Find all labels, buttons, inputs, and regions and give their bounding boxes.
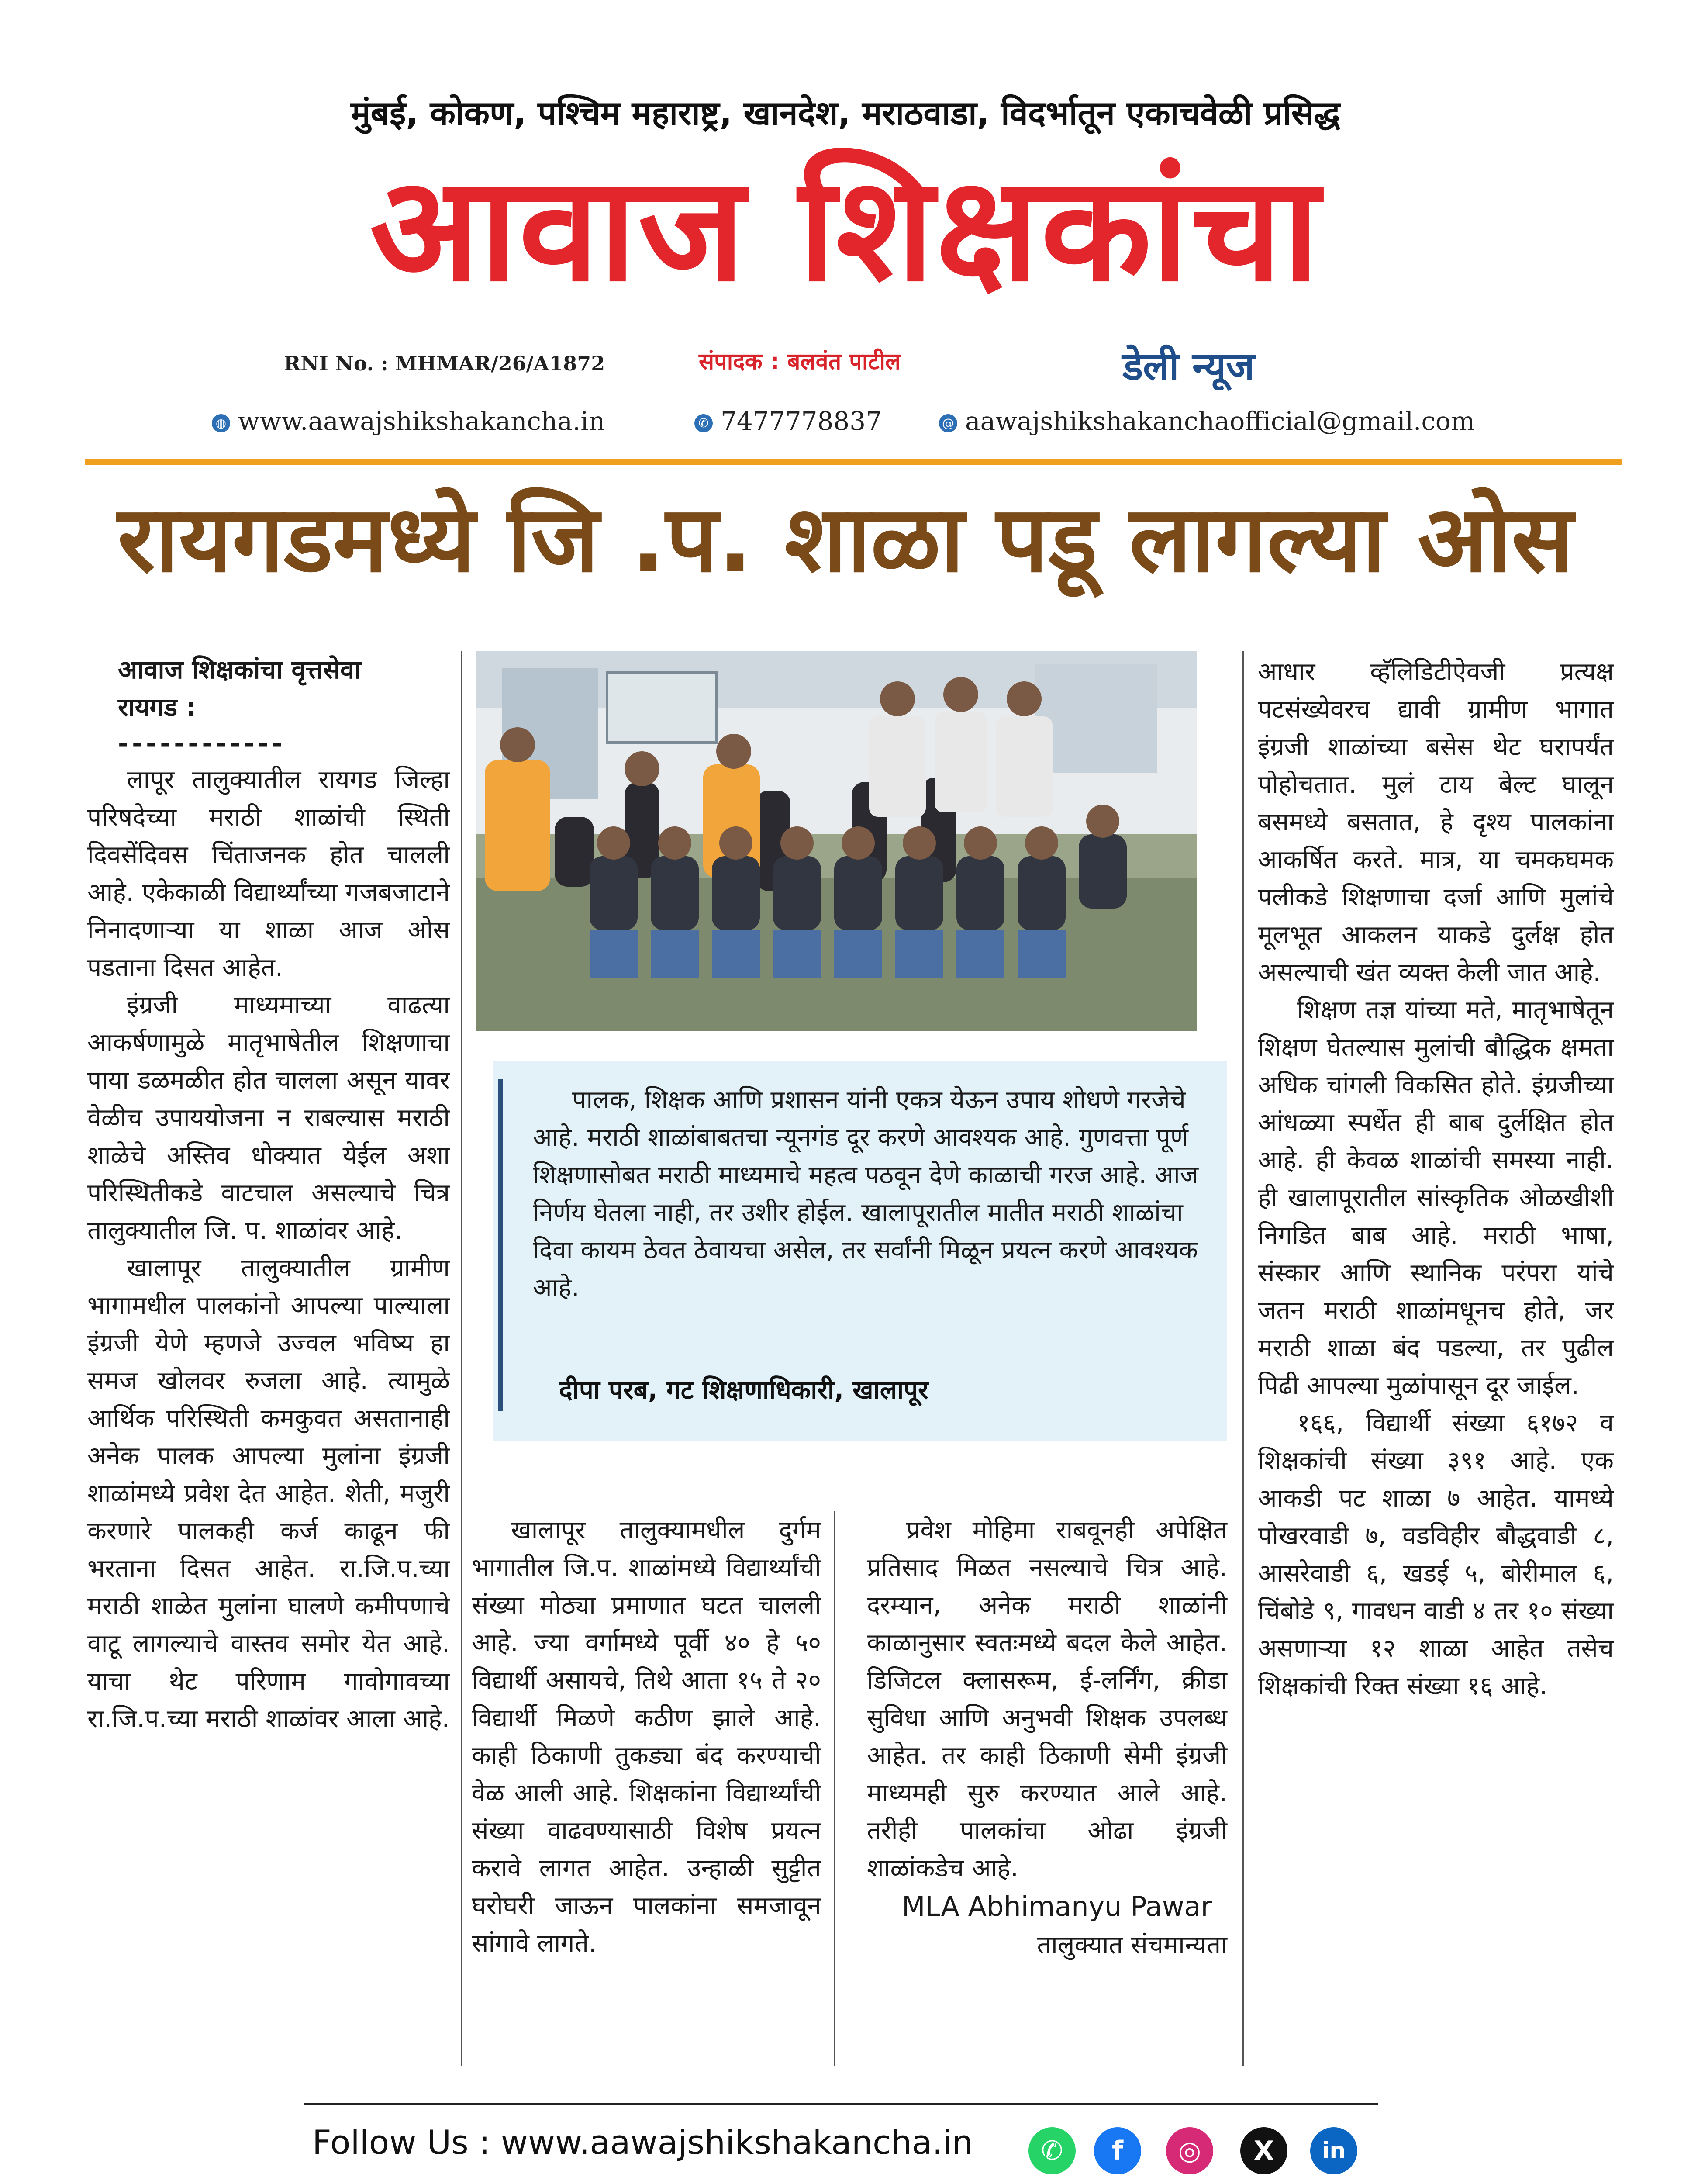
tagline: मुंबई, कोकण, पश्चिम महाराष्ट्र, खानदेश, मराठवाडा, विदर्भातून एकाचवेळी प्रसिद्ध bbox=[351, 93, 1340, 132]
paragraph: खालापूर तालुक्यामधील दुर्गम भागातील जि.प. शाळांमध्ये विद्यार्थ्यांची संख्या मोठ्या प्रमाणात घटत चालली आहे. ज्या वर्गामध्ये पूर्वी ४० हे ५० विद्यार्थी असायचे, तिथे आता १५ ते २० विद्यार्थी मिळणे कठीण झाले आहे. काही ठिकाणी तुकड्या बंद करण्याची वेळ आली आहे. शिक्षकांना विद्यार्थ्यांची संख्या वाढवण्यासाठी विशेष प्रयत्न करावे लागत आहेत. उन्हाळी सुट्टीत घरोघरी जाऊन पालकांना समजावून सांगावे लागते. bbox=[472, 1516, 821, 1958]
column-4 bbox=[1258, 653, 1614, 1705]
paragraph: शिक्षण तज्ञ यांच्या मते, मातृभाषेतून शिक्षण घेतल्यास मुलांची बौद्धिक क्षमता अधिक चांगली विकसित होते. इंग्रजीच्या आंधळ्या स्पर्धेत ही बाब दुर्लक्षित होत आहे. ही केवळ शाळांची समस्या नाही. ही खालापूरातील सांस्कृतिक ओळखीशी निगडित बाब आहे. मराठी भाषा, संस्कार आणि स्थानिक परंपरा यांचे जतन मराठी शाळांमधूनच होते, जर मराठी शाळा बंद पडल्या, तर पुढील पिढी आपल्या मुळांपासून दूर जाईल. bbox=[1258, 995, 1614, 1400]
article-photo bbox=[476, 651, 1197, 1031]
quote-signature: दीपा परब, गट शिक्षणाधिकारी, खालापूर bbox=[559, 1375, 928, 1405]
paragraph: लापूर तालुक्यातील रायगड जिल्हा परिषदेच्या मराठी शाळांची स्थिती दिवसेंदिवस चिंताजनक होत चालली आहे. एकेकाळी विद्यार्थ्यांच्या गजबजाटाने निनादणाऱ्या या शाळा आज ओस पडताना दिसत आहेत. bbox=[87, 765, 450, 982]
email-text: aawajshikshakanchaofficial@gmail.com bbox=[965, 406, 1475, 436]
editor-name: संपादक : बलवंत पाटील bbox=[699, 349, 901, 375]
email-contact[interactable] bbox=[939, 406, 1475, 436]
whatsapp-icon[interactable]: ✆ bbox=[1028, 2127, 1076, 2174]
article-headline: रायगडमध्ये जि .प. शाळा पडू लागल्या ओस bbox=[117, 486, 1574, 593]
phone-text: 7477778837 bbox=[721, 406, 882, 436]
phone-contact[interactable] bbox=[694, 406, 882, 436]
column-divider bbox=[461, 651, 462, 2066]
column-1 bbox=[87, 651, 450, 1738]
x-icon[interactable]: X bbox=[1240, 2127, 1287, 2174]
paragraph: प्रवेश मोहिमा राबवूनही अपेक्षित प्रतिसाद मिळत नसल्याचे चित्र आहे. दरम्यान, अनेक मराठी शाळांनी काळानुसार स्वतःमध्ये बदल केले आहेत. डिजिटल क्लासरूम, ई-लर्निंग, क्रीडा सुविधा आणि अनुभवी शिक्षक उपलब्ध आहेत. तर काही ठिकाणी सेमी इंग्रजी माध्यमही सुरु करण्यात आले आहे. तरीही पालकांचा ओढा इंग्रजी शाळांकडेच आहे. bbox=[867, 1516, 1227, 1883]
quote-text: पालक, शिक्षक आणि प्रशासन यांनी एकत्र येऊन उपाय शोधणे गरजेचे आहे. मराठी शाळांबाबतचा न्यूनगंड दूर करणे आवश्यक आहे. गुणवत्ता पूर्ण शिक्षणासोबत मराठी माध्यमाचे महत्व पठवून देणे काळाची गरज आहे. आज निर्णय घेतला नाही, तर उशीर होईल. खालापूरातील मातीत मराठी शाळांचा दिवा कायम ठेवत ठेवायचा असेल, तर सर्वांनी मिळून प्रयत्न करणे आवश्यक आहे. bbox=[533, 1085, 1199, 1302]
column-divider bbox=[1242, 651, 1244, 2066]
paragraph-continuation: तालुक्यात संचमान्यता bbox=[1037, 1931, 1227, 1959]
instagram-icon[interactable]: ◎ bbox=[1166, 2127, 1213, 2174]
byline-agency: आवाज शिक्षकांचा वृत्तसेवा bbox=[118, 655, 361, 684]
paragraph: १६६, विद्यार्थी संख्या ६१७२ व शिक्षकांची संख्या ३९१ आहे. एक आकडी पट शाळा ७ आहेत. यामध्ये पोखरवाडी ७, वडविहीर बौद्धवाडी ८, आसरेवाडी ६, खडई ५, बोरीमाल ६, चिंबोडे ९, गावधन वाडी ४ तर १० संख्या असणाऱ्या १२ शाळा आहेत तसेच शिक्षकांची रिक्त संख्या १६ आहे. bbox=[1258, 1409, 1614, 1700]
globe-icon: ◍ bbox=[212, 414, 230, 432]
footer-rule-top bbox=[304, 2103, 1378, 2105]
rni-number: RNI No. : MHMAR/26/A1872 bbox=[284, 352, 605, 375]
phone-icon: ✆ bbox=[694, 414, 713, 432]
edition-label: डेली न्यूज bbox=[1122, 344, 1255, 389]
column-2 bbox=[472, 1511, 821, 1962]
quote-accent-bar bbox=[498, 1079, 503, 1411]
email-icon: @ bbox=[939, 414, 957, 432]
website-contact[interactable] bbox=[212, 406, 605, 436]
column-divider bbox=[834, 1511, 835, 2066]
column-3 bbox=[867, 1511, 1227, 1964]
quote-text-block bbox=[533, 1081, 1214, 1306]
byline-rule: ------------ bbox=[118, 729, 286, 758]
paragraph: इंग्रजी माध्यमाच्या वाढत्या आकर्षणामुळे मातृभाषेतील शिक्षणाचा पाया डळमळीत होत चालला असून यावर वेळीच उपाययोजना न राबल्यास मराठी शाळेचे अस्तिव धोक्यात येईल अशा परिस्थितीकडे वाटचाल असल्याचे चित्र तालुक्यातील जि. प. शाळांवर आहे. bbox=[87, 991, 450, 1245]
facebook-icon[interactable]: f bbox=[1094, 2127, 1141, 2174]
header-divider bbox=[85, 459, 1622, 465]
byline-place: रायगड : bbox=[118, 692, 197, 722]
watermark-text: MLA Abhimanyu Pawar bbox=[902, 1890, 1212, 1922]
linkedin-icon[interactable]: in bbox=[1310, 2127, 1357, 2174]
group-photo-illustration bbox=[476, 651, 1197, 1031]
follow-us-link[interactable]: Follow Us : www.aawajshikshakancha.in bbox=[312, 2123, 973, 2162]
masthead-title: आवाज शिक्षकांचा bbox=[369, 145, 1322, 313]
paragraph: आधार व्हॅलिडिटीऐवजी प्रत्यक्ष पटसंख्येवरच द्यावी ग्रामीण भागात इंग्रजी शाळांच्या बसेस थेट घरापर्यंत पोहोचतात. मुलं टाय बेल्ट घालून बसमध्ये बसतात, हे दृश्य पालकांना आकर्षित करते. मात्र, या चमकघमक पलीकडे शिक्षणाचा दर्जा आणि मुलांचे मूलभूत आकलन याकडे दुर्लक्ष होत असल्याची खंत व्यक्त केली जात आहे. bbox=[1258, 657, 1614, 987]
website-text: www.aawajshikshakancha.in bbox=[238, 406, 605, 436]
paragraph: खालापूर तालुक्यातील ग्रामीण भागामधील पालकांनो आपल्या पाल्याला इंग्रजी येणे म्हणजे उज्वल भविष्य हा समज खोलवर रुजला आहे. त्यामुळे आर्थिक परिस्थिती कमकुवत असतानाही अनेक पालक आपल्या मुलांना इंग्रजी शाळांमध्ये प्रवेश देत आहेत. शेती, मजुरी करणारे पालकही कर्ज काढून फी भरताना दिसत आहेत. रा.जि.प.च्या मराठी शाळेत मुलांना घालणे कमीपणाचे वाटू लागल्याचे वास्तव समोर येत आहे. याचा थेट परिणाम गावोगावच्या रा.जि.प.च्या मराठी शाळांवर आला आहे. bbox=[87, 1254, 450, 1733]
